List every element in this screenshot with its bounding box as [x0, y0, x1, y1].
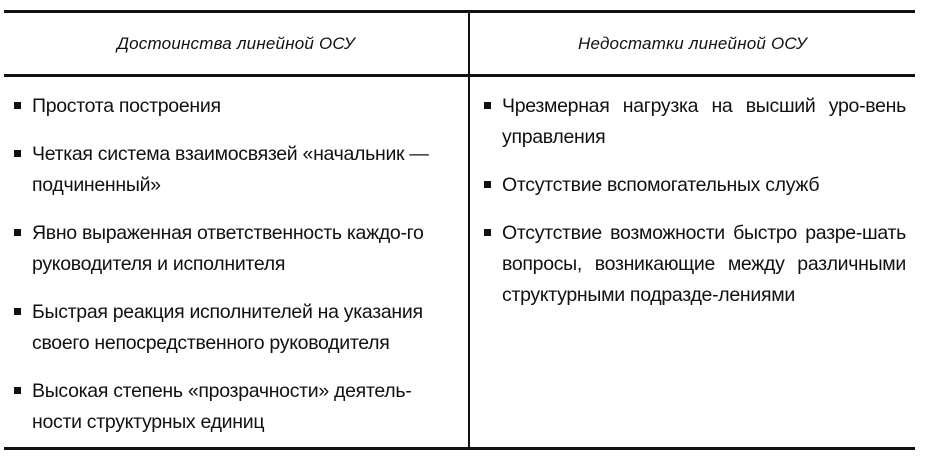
column-divider — [468, 13, 470, 447]
bullet-icon — [14, 102, 21, 109]
comparison-table — [4, 10, 915, 450]
list-item-text: Отсутствие вспомогательных служб — [502, 174, 820, 196]
list-item — [12, 297, 460, 359]
list-item — [12, 218, 460, 280]
list-item-text: Четкая система взаимосвязей «начальник — подчиненный» — [32, 143, 429, 196]
list-item-text: Быстрая реакция исполнителей на указания своего непосредственного руководителя — [32, 301, 423, 354]
bullet-icon — [484, 229, 491, 236]
bullet-icon — [14, 229, 21, 236]
list-item-text: Высокая степень «прозрачности» деятель-ности структурных единиц — [32, 380, 412, 433]
header-disadvantages: Недостатки линейной ОСУ — [578, 33, 807, 53]
bullet-icon — [14, 387, 21, 394]
list-item-text: Отсутствие возможности быстро разре-шать вопросы, возникающие между различными структурными подразде-лениями — [502, 222, 906, 306]
list-item — [482, 91, 906, 153]
list-item — [12, 139, 460, 201]
bullet-icon — [14, 150, 21, 157]
table-header-row — [4, 13, 915, 77]
header-advantages: Достоинства линейной ОСУ — [116, 33, 355, 53]
list-item — [12, 91, 460, 122]
bullet-icon — [484, 181, 491, 188]
list-item — [12, 376, 460, 438]
list-item-text: Простота построения — [32, 95, 221, 117]
list-item-text: Чрезмерная нагрузка на высший уро-вень управления — [502, 95, 906, 148]
bullet-icon — [14, 308, 21, 315]
advantages-column — [12, 91, 460, 455]
disadvantages-column — [482, 91, 906, 328]
list-item — [482, 218, 906, 311]
bullet-icon — [484, 102, 491, 109]
list-item-text: Явно выраженная ответственность каждо-го руководителя и исполнителя — [32, 222, 424, 275]
list-item — [482, 170, 906, 201]
